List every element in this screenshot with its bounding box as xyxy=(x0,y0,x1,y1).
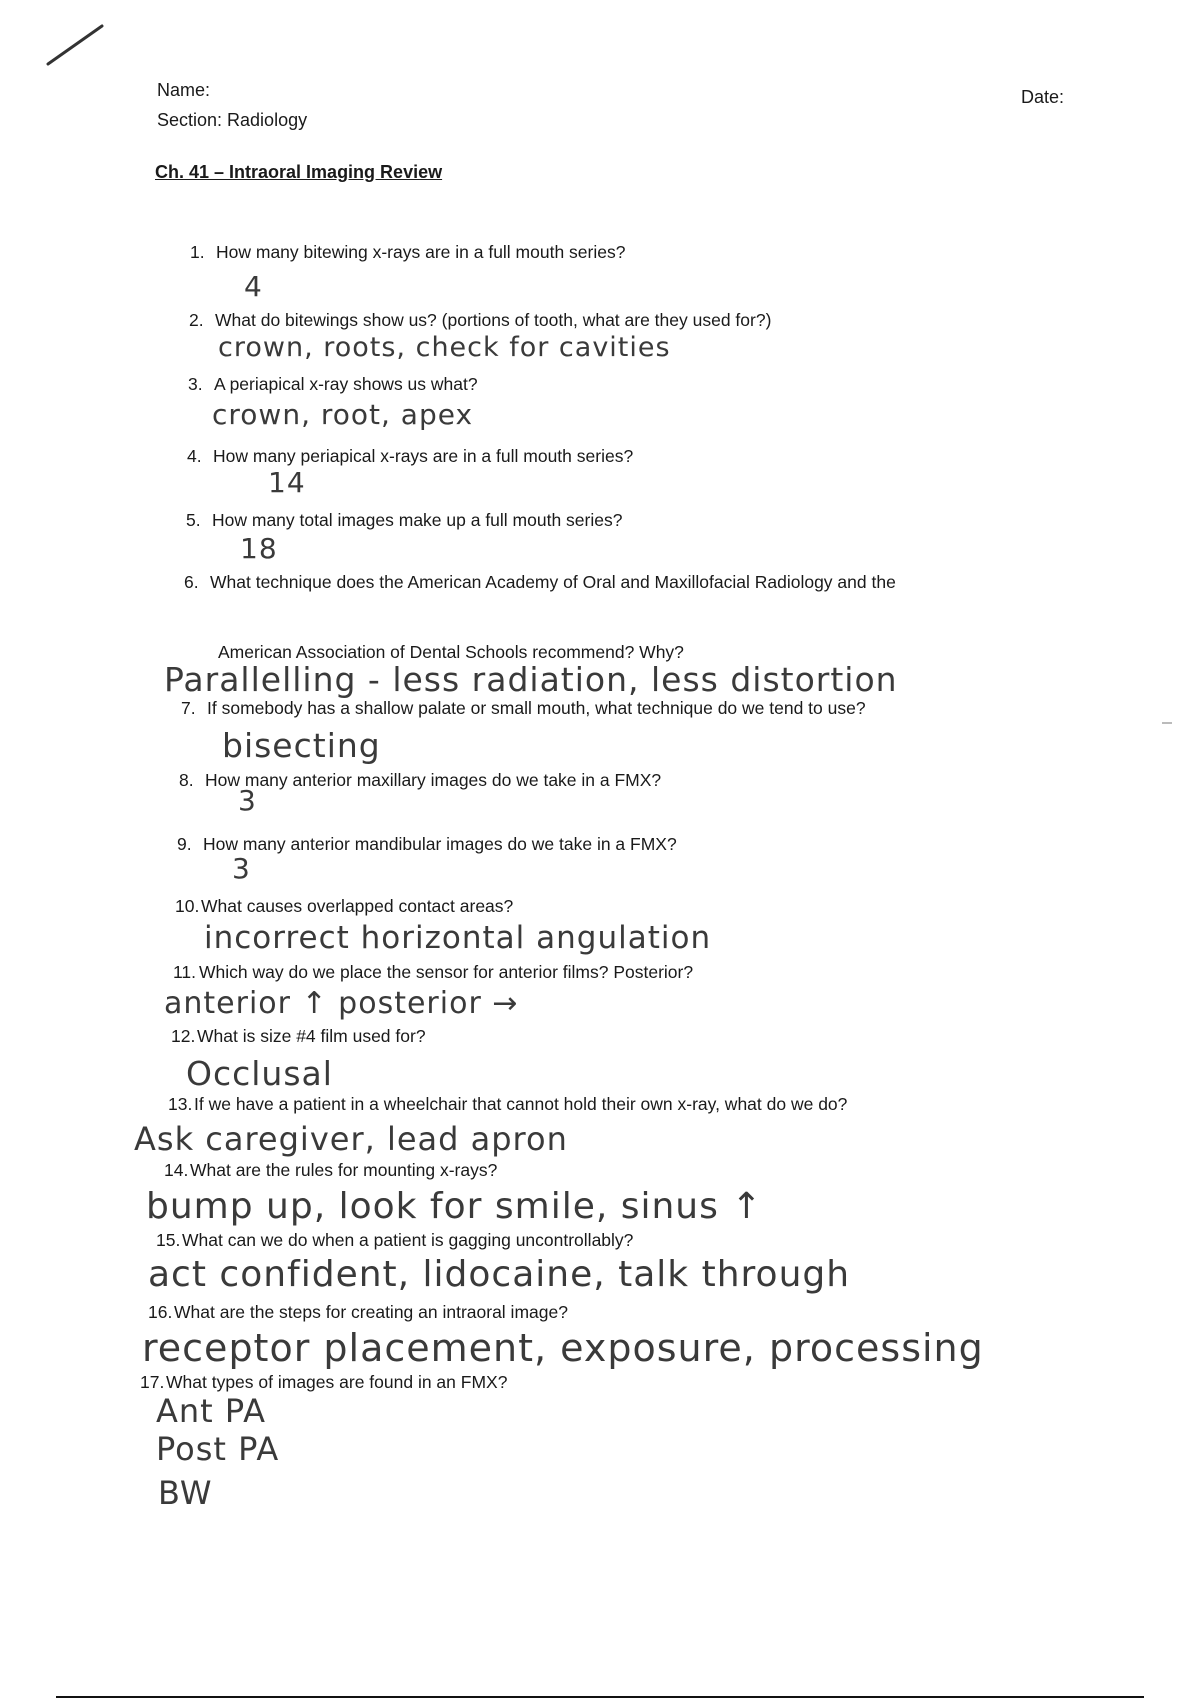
answer-15: act confident, lidocaine, talk through xyxy=(148,1254,851,1295)
answer-13: Ask caregiver, lead apron xyxy=(134,1120,568,1158)
answer-8: 3 xyxy=(238,784,257,817)
question-11 xyxy=(173,962,693,983)
question-number: 2. xyxy=(189,310,204,330)
question-number: 13. xyxy=(168,1094,193,1114)
question-text: How many anterior mandibular images do we take in a FMX? xyxy=(203,834,677,854)
question-text: Which way do we place the sensor for anterior films? Posterior? xyxy=(199,962,694,982)
question-text: How many anterior maxillary images do we take in a FMX? xyxy=(205,770,662,790)
question-6 xyxy=(184,572,896,593)
question-text: What types of images are found in an FMX? xyxy=(166,1372,508,1392)
question-number: 16. xyxy=(148,1302,173,1322)
answer-17-line-2: Post PA xyxy=(156,1430,280,1468)
answer-2: crown, roots, check for cavities xyxy=(218,332,671,363)
answer-11: anterior ↑ posterior → xyxy=(164,986,519,1021)
question-16 xyxy=(148,1302,568,1323)
question-text: What are the rules for mounting x-rays? xyxy=(190,1160,498,1180)
question-number: 11. xyxy=(173,962,197,982)
question-number: 7. xyxy=(181,698,196,718)
answer-7: bisecting xyxy=(222,726,381,765)
question-number: 1. xyxy=(190,242,205,262)
question-5 xyxy=(186,510,622,531)
answer-14: bump up, look for smile, sinus ↑ xyxy=(146,1186,763,1227)
question-number: 15. xyxy=(156,1230,181,1250)
question-text: What do bitewings show us? (portions of tooth, what are they used for?) xyxy=(215,310,772,330)
question-9 xyxy=(177,834,677,855)
question-number: 10. xyxy=(175,896,200,916)
answer-5: 18 xyxy=(240,532,278,565)
answer-10: incorrect horizontal angulation xyxy=(204,920,712,956)
question-number: 12. xyxy=(171,1026,196,1046)
question-number: 4. xyxy=(187,446,202,466)
question-number: 9. xyxy=(177,834,192,854)
question-15 xyxy=(156,1230,633,1251)
question-6-continued: American Association of Dental Schools recommend? Why? xyxy=(218,642,684,662)
date-label: Date: xyxy=(1021,87,1065,107)
question-3 xyxy=(188,374,478,395)
question-2 xyxy=(189,310,771,331)
question-text: How many bitewing x-rays are in a full mouth series? xyxy=(216,242,626,262)
section-label: Section: Radiology xyxy=(157,110,308,130)
bottom-rule-line xyxy=(56,1696,1144,1698)
answer-6: Parallelling - less radiation, less distortion xyxy=(164,660,898,699)
question-17 xyxy=(140,1372,507,1393)
scan-speck xyxy=(1162,722,1172,724)
question-text: A periapical x-ray shows us what? xyxy=(214,374,478,394)
question-number: 5. xyxy=(186,510,201,530)
question-text: What causes overlapped contact areas? xyxy=(201,896,514,916)
question-text: How many periapical x-rays are in a full mouth series? xyxy=(213,446,634,466)
worksheet-title: Ch. 41 – Intraoral Imaging Review xyxy=(155,162,443,182)
question-13 xyxy=(168,1094,847,1115)
question-7 xyxy=(181,698,866,719)
question-10 xyxy=(175,896,513,917)
question-text: What is size #4 film used for? xyxy=(197,1026,426,1046)
question-text: What are the steps for creating an intraoral image? xyxy=(174,1302,568,1322)
question-text: How many total images make up a full mouth series? xyxy=(212,510,623,530)
answer-16: receptor placement, exposure, processing xyxy=(142,1326,984,1370)
question-1 xyxy=(190,242,625,263)
pen-stroke-mark xyxy=(40,20,110,70)
name-label: Name: xyxy=(157,80,211,100)
question-number: 17. xyxy=(140,1372,165,1392)
answer-9: 3 xyxy=(232,852,251,885)
question-14 xyxy=(164,1160,497,1181)
question-text: What can we do when a patient is gagging uncontrollably? xyxy=(182,1230,634,1250)
answer-3: crown, root, apex xyxy=(212,398,474,431)
question-12 xyxy=(171,1026,426,1047)
answer-1: 4 xyxy=(244,270,263,303)
question-text: What technique does the American Academy of Oral and Maxillofacial Radiology and the xyxy=(210,572,896,592)
question-number: 14. xyxy=(164,1160,189,1180)
question-number: 3. xyxy=(188,374,203,394)
question-number: 8. xyxy=(179,770,194,790)
question-4 xyxy=(187,446,633,467)
answer-17-line-1: Ant PA xyxy=(156,1392,267,1430)
question-text: If somebody has a shallow palate or small mouth, what technique do we tend to use? xyxy=(207,698,866,718)
answer-12: Occlusal xyxy=(186,1054,333,1093)
question-text: If we have a patient in a wheelchair that cannot hold their own x-ray, what do we do? xyxy=(194,1094,848,1114)
answer-4: 14 xyxy=(268,466,306,499)
answer-17-line-3: BW xyxy=(158,1474,213,1512)
question-number: 6. xyxy=(184,572,199,592)
